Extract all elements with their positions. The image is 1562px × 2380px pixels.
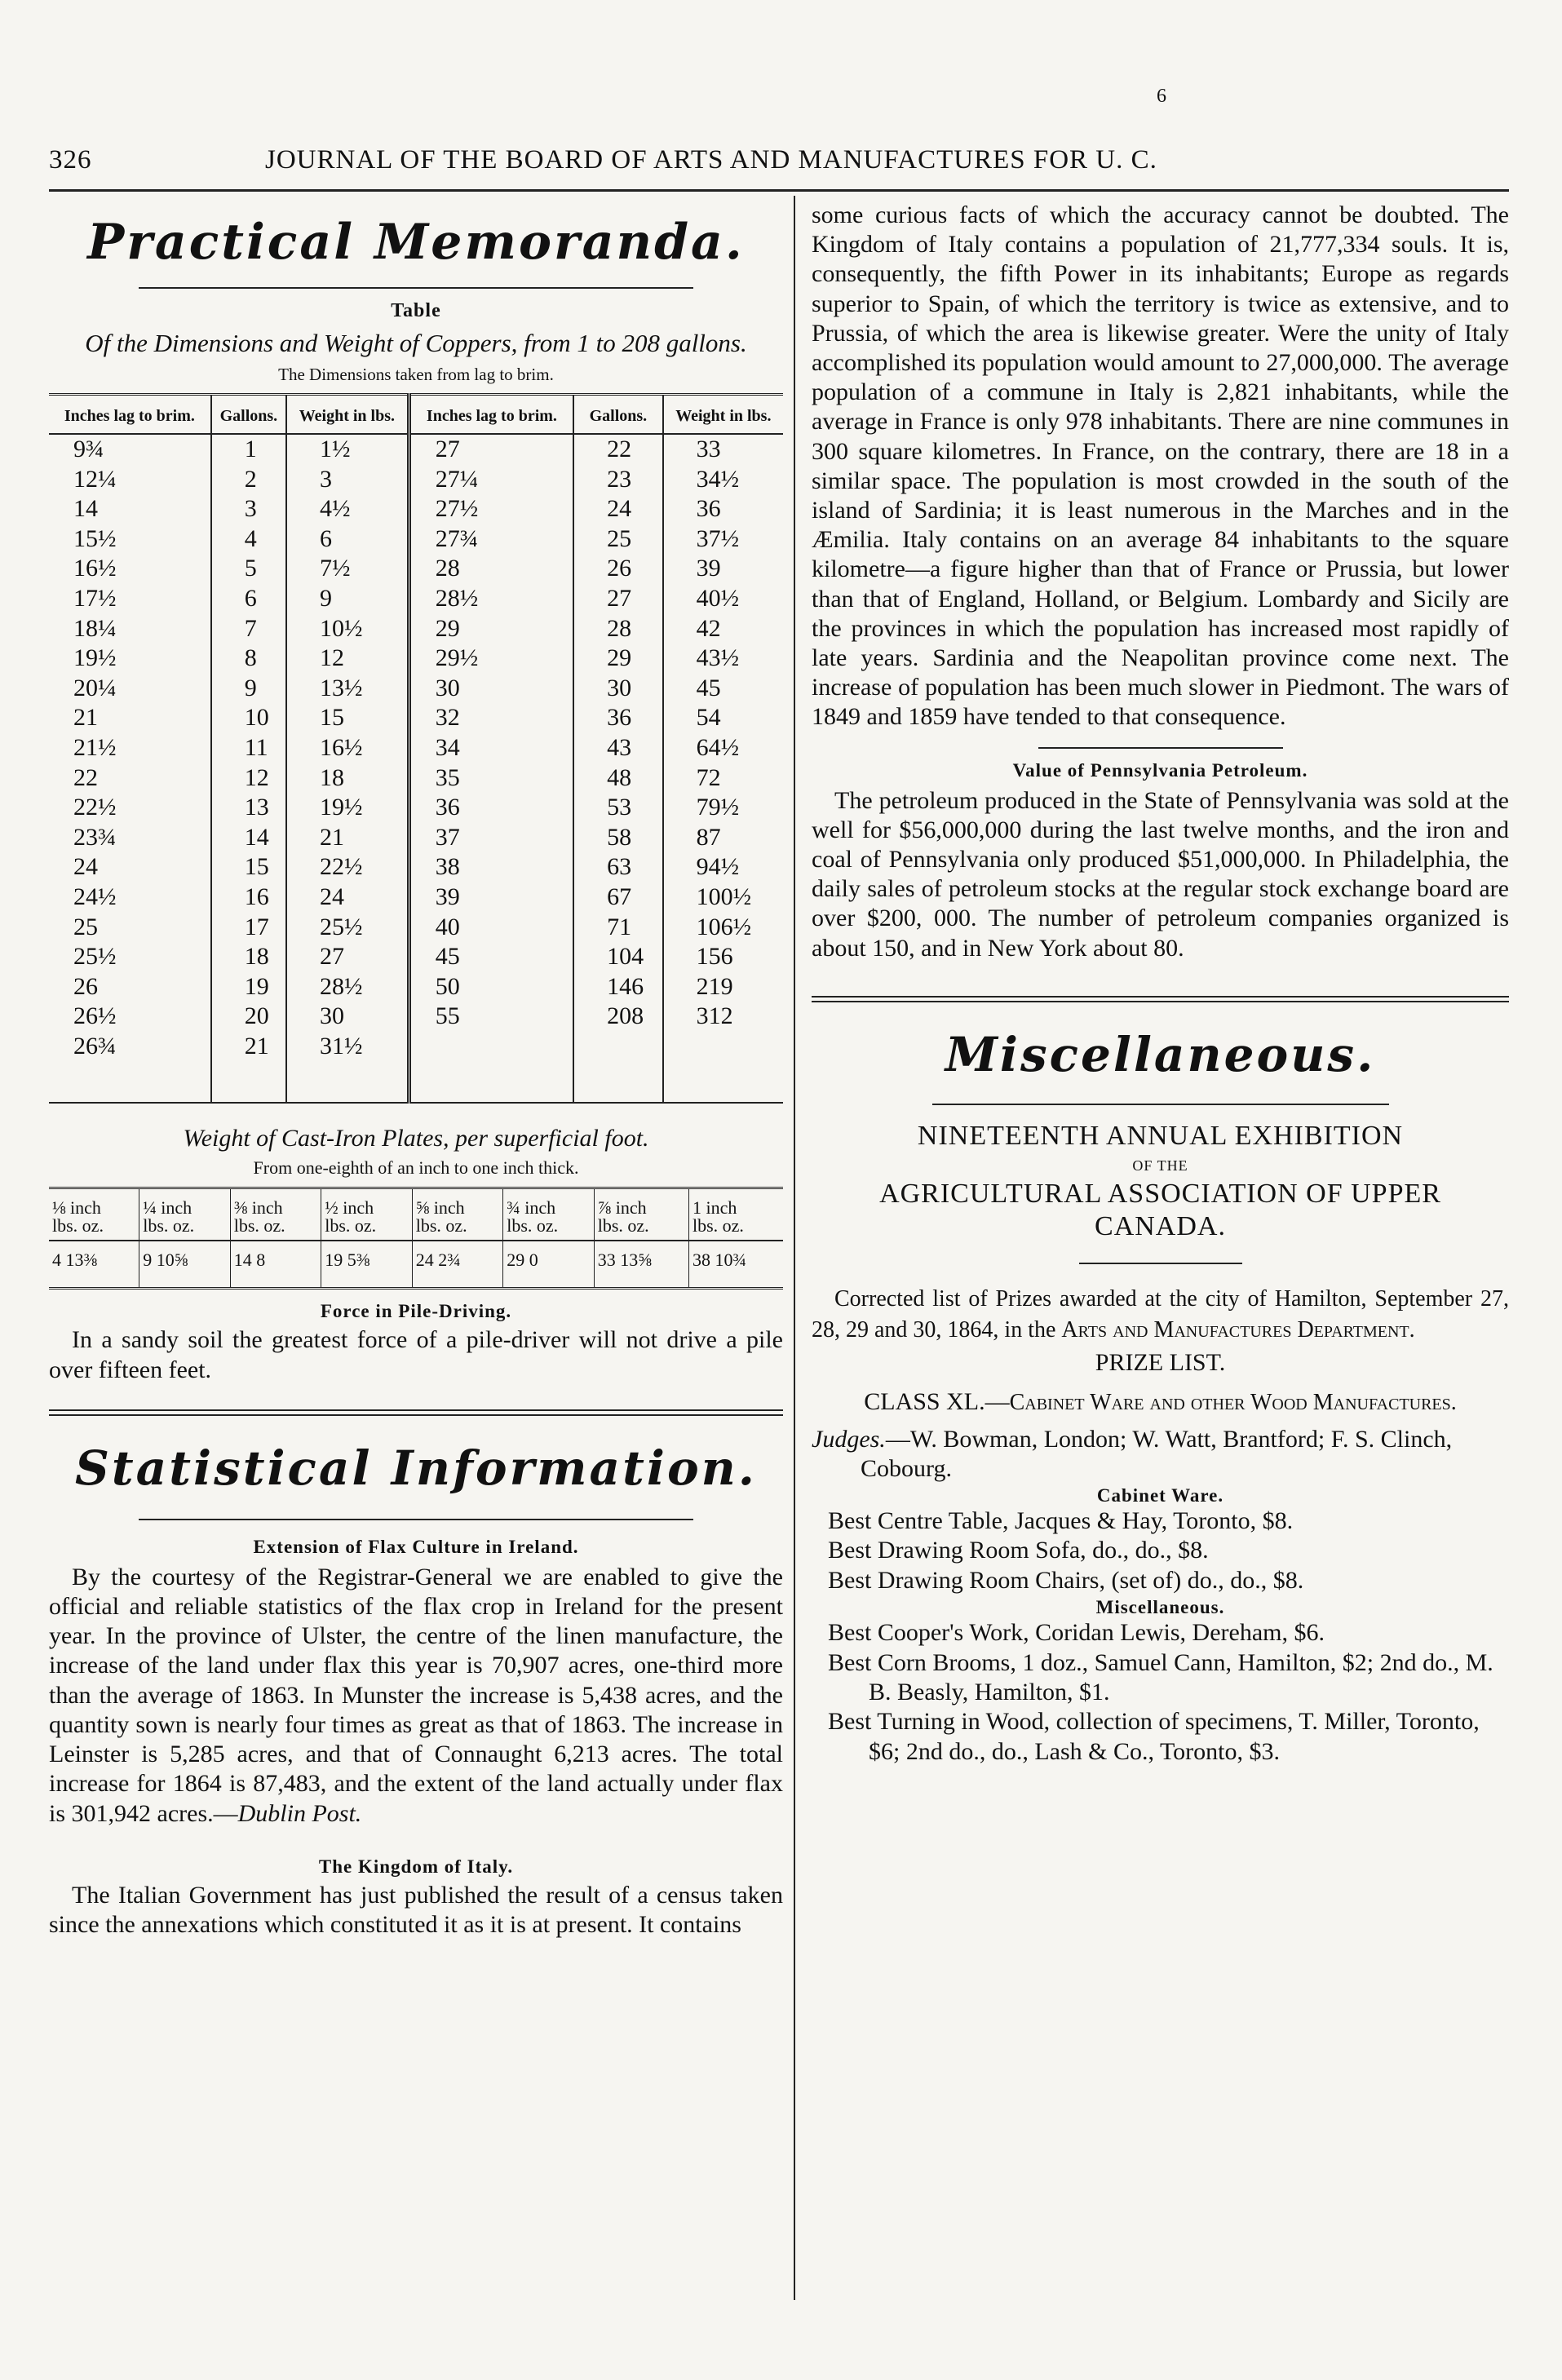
cast-col-header (503, 1188, 595, 1241)
table-cell: 26 (49, 972, 211, 1002)
table-cell (409, 1032, 573, 1104)
table-cell: 32 (409, 703, 573, 733)
table-cell: 4½ (286, 494, 409, 524)
cast-value: 4 13⅜ (49, 1241, 139, 1289)
table-cell: 34½ (696, 465, 740, 493)
table-cell: 156 (696, 943, 733, 971)
table-cell: 19½ (286, 793, 409, 823)
cast-units: lbs. oz. (233, 1215, 285, 1236)
page-number: 326 (49, 145, 92, 175)
prize-item: Best Drawing Room Chairs, (set of) do., do., $8. (828, 1566, 1304, 1594)
table-cell: 106½ (696, 913, 752, 940)
cast-units: lbs. oz. (143, 1215, 195, 1236)
prize-list-title: PRIZE LIST. (1095, 1348, 1226, 1376)
table-cell: 20¼ (49, 674, 211, 704)
section-rule (49, 1414, 783, 1416)
table-row (49, 733, 783, 763)
cast-units: lbs. oz. (692, 1215, 744, 1236)
table-cell: 1½ (286, 434, 409, 465)
table-cell: 27½ (409, 494, 573, 524)
section-rule (812, 996, 1509, 998)
table-cell: 45 (409, 942, 573, 972)
cast-col-header (688, 1188, 783, 1241)
table-cell (573, 1032, 663, 1104)
table-cell: 54 (696, 704, 721, 732)
prize-item: Best Turning in Wood, collection of specimens, T. Miller, Toronto, $6; 2nd do., do., Lash & Co., Toronto, $3. (828, 1708, 1480, 1765)
col-header: Weight in lbs. (286, 395, 409, 435)
table-cell: 50 (409, 972, 573, 1002)
table-cell: 26 (573, 554, 663, 584)
pile-driving-title: Force in Pile-Driving. (320, 1301, 512, 1322)
table-cell: 53 (573, 793, 663, 823)
table-cell: 12 (211, 763, 286, 794)
table-cell: 22½ (49, 793, 211, 823)
table-cell: 22½ (286, 852, 409, 883)
table-row (49, 614, 783, 644)
flax-title: Extension of Flax Culture in Ireland. (253, 1536, 579, 1557)
table-cell: 43½ (696, 644, 740, 672)
heading-rule (932, 1104, 1389, 1105)
table-cell: 63 (573, 852, 663, 883)
table-cell: 37 (409, 823, 573, 853)
table-cell: 36 (573, 703, 663, 733)
table-cell: 10 (211, 703, 286, 733)
table-cell: 55 (409, 1002, 573, 1032)
cast-units: lbs. oz. (325, 1215, 377, 1236)
table-cell: 24 (286, 883, 409, 913)
cast-thickness: ¼ inch (143, 1197, 192, 1219)
running-header (49, 145, 1501, 178)
table-cell: 9 (286, 584, 409, 614)
cast-thickness: ½ inch (325, 1197, 374, 1219)
table-row (49, 1032, 783, 1104)
cabinet-ware-title: Cabinet Ware. (1096, 1484, 1224, 1506)
right-column (812, 196, 1509, 1767)
table-cell: 48 (573, 763, 663, 794)
table-cell: 24½ (49, 883, 211, 913)
class-heading (812, 1387, 1509, 1418)
table-cell: 19½ (49, 644, 211, 674)
table-cell: 17 (211, 913, 286, 943)
prize-item: Best Drawing Room Sofa, do., do., $8. (828, 1537, 1209, 1564)
cast-units: lbs. oz. (52, 1215, 104, 1236)
class-name: Cabinet Ware and other Wood Manufactures. (1009, 1389, 1457, 1415)
coppers-table-body (49, 434, 783, 1103)
table-cell: 27 (573, 584, 663, 614)
table-row (49, 674, 783, 704)
table-cell: 31½ (286, 1032, 409, 1104)
table-cell: 14 (211, 823, 286, 853)
flax-text (49, 1563, 783, 1829)
running-title: JOURNAL OF THE BOARD OF ARTS AND MANUFACTURES FOR U. C. (265, 145, 1157, 175)
table-cell: 36 (696, 495, 721, 523)
table-cell: 30 (286, 1002, 409, 1032)
heading-rule (139, 287, 693, 289)
table-cell: 3 (211, 494, 286, 524)
table-cell: 22 (49, 763, 211, 794)
cast-col-header (321, 1188, 413, 1241)
table-cell: 39 (696, 555, 721, 582)
table-cell: 27 (286, 942, 409, 972)
judges-label: Judges. (812, 1425, 886, 1453)
table-row (49, 494, 783, 524)
table-cell: 2 (211, 465, 286, 495)
table-cell: 312 (696, 1002, 733, 1030)
table-cell: 30 (573, 674, 663, 704)
exhibition-title: NINETEENTH ANNUAL EXHIBITION (917, 1120, 1404, 1151)
table-cell: 35 (409, 763, 573, 794)
table-cell: 58 (573, 823, 663, 853)
cast-values-row (49, 1241, 783, 1289)
table-row (49, 465, 783, 495)
left-column (49, 196, 783, 1940)
table-cell: 27 (409, 434, 573, 465)
table-cell: 45 (696, 674, 721, 701)
cast-value: 24 2¾ (412, 1241, 503, 1289)
table-row (49, 823, 783, 853)
table-cell: 15 (286, 703, 409, 733)
table-cell: 100½ (696, 883, 752, 910)
table-row (49, 703, 783, 733)
table-cell: 23¾ (49, 823, 211, 853)
table-cell: 26½ (49, 1002, 211, 1032)
table-cell: 33 (696, 436, 721, 462)
cast-col-header (139, 1188, 231, 1241)
table-cell: 6 (286, 524, 409, 555)
cast-value: 19 5⅜ (321, 1241, 413, 1289)
table-cell: 87 (696, 823, 721, 851)
table-cell: 29½ (409, 644, 573, 674)
table-row (49, 434, 783, 465)
table-cell: 10½ (286, 614, 409, 644)
table-cell: 1 (211, 434, 286, 465)
cast-thickness: ⅜ inch (233, 1197, 283, 1219)
table-cell: 25½ (49, 942, 211, 972)
table-row (49, 942, 783, 972)
table-cell: 5 (211, 554, 286, 584)
table-row (49, 763, 783, 794)
table-note: The Dimensions taken from lag to brim. (278, 365, 554, 384)
table-cell: 18 (211, 942, 286, 972)
class-label: CLASS XL.— (864, 1387, 1010, 1415)
table-cell: 146 (573, 972, 663, 1002)
table-cell: 42 (696, 614, 721, 642)
table-cell: 7½ (286, 554, 409, 584)
table-title: Table (391, 300, 441, 321)
table-cell: 24 (573, 494, 663, 524)
statistical-information-heading: Statistical Information. (75, 1440, 757, 1496)
table-cell: 8 (211, 644, 286, 674)
table-cell: 219 (696, 972, 733, 1000)
table-cell: 28½ (286, 972, 409, 1002)
cabinet-ware-list (812, 1506, 1509, 1595)
table-cell: 6 (211, 584, 286, 614)
cast-thickness: ¾ inch (507, 1197, 556, 1219)
coppers-table (49, 393, 783, 1104)
table-cell: 23 (573, 465, 663, 495)
table-cell: 21 (211, 1032, 286, 1104)
pile-driving-text: In a sandy soil the greatest force of a pile-driver will not drive a pile over fifteen feet. (49, 1326, 783, 1383)
cast-units: lbs. oz. (415, 1215, 467, 1236)
table-cell: 16 (211, 883, 286, 913)
table-cell: 104 (573, 942, 663, 972)
short-rule (1038, 747, 1283, 749)
cast-units: lbs. oz. (597, 1215, 649, 1236)
cast-col-header (230, 1188, 321, 1241)
cast-value: 38 10¾ (688, 1241, 783, 1289)
table-cell: 208 (573, 1002, 663, 1032)
table-cell: 22 (573, 434, 663, 465)
table-cell: 21 (286, 823, 409, 853)
table-cell: 25 (49, 913, 211, 943)
table-row (49, 554, 783, 584)
table-cell: 3 (286, 465, 409, 495)
cast-thickness: ⅞ inch (597, 1197, 647, 1219)
prizes-intro (812, 1284, 1509, 1346)
table-cell: 21½ (49, 733, 211, 763)
judges (812, 1425, 1509, 1484)
table-cell: 15½ (49, 524, 211, 555)
petroleum-text: The petroleum produced in the State of Pennsylvania was sold at the well for $56,000,000 during the last twelve months, and the iron and coal of Pennsylvania only produced $51,000,000. In Philadelphia, the daily sales of petroleum stocks at the regular stock exchange board are over $200, 000. The number of petroleum companies organized is about 150, and in New York about 80. (812, 786, 1509, 962)
cast-iron-title: Weight of Cast-Iron Plates, per superficial foot. (183, 1125, 649, 1152)
table-row (49, 913, 783, 943)
table-cell: 18 (286, 763, 409, 794)
cast-value: 14 8 (230, 1241, 321, 1289)
italy-text-start: The Italian Government has just published the result of a census taken since the annexations which constituted it as it is at present. It contains (49, 1881, 783, 1938)
table-cell: 39 (409, 883, 573, 913)
column-divider (794, 196, 795, 2300)
table-cell: 28 (409, 554, 573, 584)
table-row (49, 644, 783, 674)
table-cell: 27¼ (409, 465, 573, 495)
short-rule (1079, 1263, 1242, 1264)
judges-names: —W. Bowman, London; W. Watt, Brantford; F. S. Clinch, Cobourg. (861, 1425, 1453, 1482)
cast-thickness: 1 inch (692, 1197, 737, 1219)
table-cell: 19 (211, 972, 286, 1002)
table-cell: 64½ (696, 733, 740, 761)
cast-iron-note: From one-eighth of an inch to one inch thick. (253, 1157, 579, 1179)
col-header: Gallons. (573, 395, 663, 435)
table-cell: 27¾ (409, 524, 573, 555)
heading-rule (139, 1519, 693, 1520)
table-cell: 29 (409, 614, 573, 644)
table-cell: 79½ (696, 794, 740, 821)
section-rule (812, 1001, 1509, 1002)
flax-body: By the courtesy of the Registrar-General we are enabled to give the official and reliable statistics of the flax crop in Ireland for the present year. In the province of Ulster, the centre of the linen manufacture, the increase of the land under flax this year is 70,907 acres, one-third more than the average of 1863. In Munster the increase is 5,438 acres, and the quantity sown is nearly four times as great as that of 1863. The increase in Leinster is 5,285 acres, and that of Connaught 6,213 acres. The total increase for 1864 is 87,483, and the extent of the land actually under flax is 301,942 acres.— (49, 1563, 783, 1827)
cast-value: 29 0 (503, 1241, 595, 1289)
prize-item: Best Corn Brooms, 1 doz., Samuel Cann, Hamilton, $2; 2nd do., M. B. Beasly, Hamilton, $1. (828, 1648, 1493, 1705)
miscellaneous-list (812, 1618, 1509, 1767)
table-cell: 13½ (286, 674, 409, 704)
table-cell: 25½ (286, 913, 409, 943)
table-cell: 14 (49, 494, 211, 524)
flax-source: Dublin Post. (237, 1799, 362, 1827)
corner-mark: 6 (1157, 86, 1166, 107)
cast-thickness: ⅝ inch (415, 1197, 465, 1219)
table-cell: 26¾ (49, 1032, 211, 1104)
italy-text-continued: some curious facts of which the accuracy cannot be doubted. The Kingdom of Italy contains a population of 21,777,334 souls. It is, consequently, the fifth Power in its inhabitants; Europe as regards superior to Spain, of which the territory is twice as extensive, and to Prussia, of which the area is likewise greater. Were the unity of Italy accomplished its population would amount to 27,000,000. The average population of a commune in Italy is 2,821 inhabitants, while the average in France is only 978 inhabitants. There are nine communes in 300 square kilometres. In France, on the contrary, there are 18 in a similar space. The population is most crowded in the south of the island of Sardinia; it is least numerous in the Marches and in the Æmilia. Italy contains on an average 84 inhabitants to the square kilometre—a figure higher than that of France or Prussia, but lower than that of England, Holland, or Belgium. Lombardy and Sicily are the provinces in which the population has increased most rapidly of late years. Sardinia and the Neapolitan province come next. The increase of population has been much slower in Piedmont. The wars of 1849 and 1859 have tended to that consequence. (812, 201, 1509, 731)
table-cell: 28 (573, 614, 663, 644)
col-header: Inches lag to brim. (49, 395, 211, 435)
cast-value: 9 10⅝ (139, 1241, 231, 1289)
table-row (49, 972, 783, 1002)
cast-units: lbs. oz. (507, 1215, 559, 1236)
table-cell: 16½ (49, 554, 211, 584)
cast-thickness: ⅛ inch (52, 1197, 101, 1219)
table-cell: 9 (211, 674, 286, 704)
cast-col-header (49, 1188, 139, 1241)
table-row (49, 584, 783, 614)
of-the: OF THE (1132, 1157, 1188, 1174)
table-cell: 34 (409, 733, 573, 763)
prize-item: Best Centre Table, Jacques & Hay, Toronto, $8. (828, 1506, 1294, 1534)
italy-title: The Kingdom of Italy. (318, 1856, 514, 1877)
intro-department: Arts and Manufactures Department. (1061, 1316, 1415, 1343)
table-cell: 30 (409, 674, 573, 704)
table-row (49, 1002, 783, 1032)
table-cell: 4 (211, 524, 286, 555)
table-cell: 18¼ (49, 614, 211, 644)
table-cell: 40½ (696, 584, 740, 612)
col-header: Weight in lbs. (663, 395, 783, 435)
table-cell: 16½ (286, 733, 409, 763)
table-cell: 43 (573, 733, 663, 763)
cast-value: 33 13⅝ (594, 1241, 688, 1289)
petroleum-title: Value of Pennsylvania Petroleum. (1012, 759, 1308, 781)
table-cell: 67 (573, 883, 663, 913)
table-cell: 36 (409, 793, 573, 823)
table-cell: 72 (696, 763, 721, 791)
miscellaneous-heading: Miscellaneous. (945, 1026, 1376, 1082)
col-header: Inches lag to brim. (409, 395, 573, 435)
table-cell: 15 (211, 852, 286, 883)
cast-header-row (49, 1188, 783, 1241)
intro-text: Corrected list of Prizes awarded at the city of Hamilton, September 27, 28, 29 and 30, 1864, in the (812, 1285, 1509, 1343)
table-cell: 24 (49, 852, 211, 883)
table-cell: 9¾ (49, 434, 211, 465)
table-subtitle: Of the Dimensions and Weight of Coppers, from 1 to 208 gallons. (85, 329, 747, 357)
association-name: AGRICULTURAL ASSOCIATION OF UPPER CANADA. (879, 1178, 1441, 1241)
section-rule (49, 1409, 783, 1411)
table-cell: 13 (211, 793, 286, 823)
cast-col-header (594, 1188, 688, 1241)
table-row (49, 524, 783, 555)
table-cell (663, 1032, 783, 1104)
table-cell: 29 (573, 644, 663, 674)
header-rule (49, 189, 1509, 192)
table-row (49, 852, 783, 883)
table-cell: 94½ (696, 853, 740, 881)
col-header: Gallons. (211, 395, 286, 435)
table-cell: 11 (211, 733, 286, 763)
cast-col-header (412, 1188, 503, 1241)
table-row (49, 883, 783, 913)
table-cell: 71 (573, 913, 663, 943)
table-cell: 37½ (696, 524, 740, 552)
miscellaneous-subtitle: Miscellaneous. (1095, 1597, 1225, 1618)
table-cell: 38 (409, 852, 573, 883)
prize-item: Best Cooper's Work, Coridan Lewis, Dereham, $6. (828, 1619, 1325, 1647)
table-cell: 20 (211, 1002, 286, 1032)
table-cell: 7 (211, 614, 286, 644)
table-row (49, 793, 783, 823)
cast-iron-table (49, 1187, 783, 1290)
table-cell: 25 (573, 524, 663, 555)
table-cell: 12¼ (49, 465, 211, 495)
table-cell: 17½ (49, 584, 211, 614)
table-cell: 12 (286, 644, 409, 674)
table-cell: 21 (49, 703, 211, 733)
practical-memoranda-heading: Practical Memoranda. (87, 214, 745, 271)
table-cell: 40 (409, 913, 573, 943)
table-cell: 28½ (409, 584, 573, 614)
